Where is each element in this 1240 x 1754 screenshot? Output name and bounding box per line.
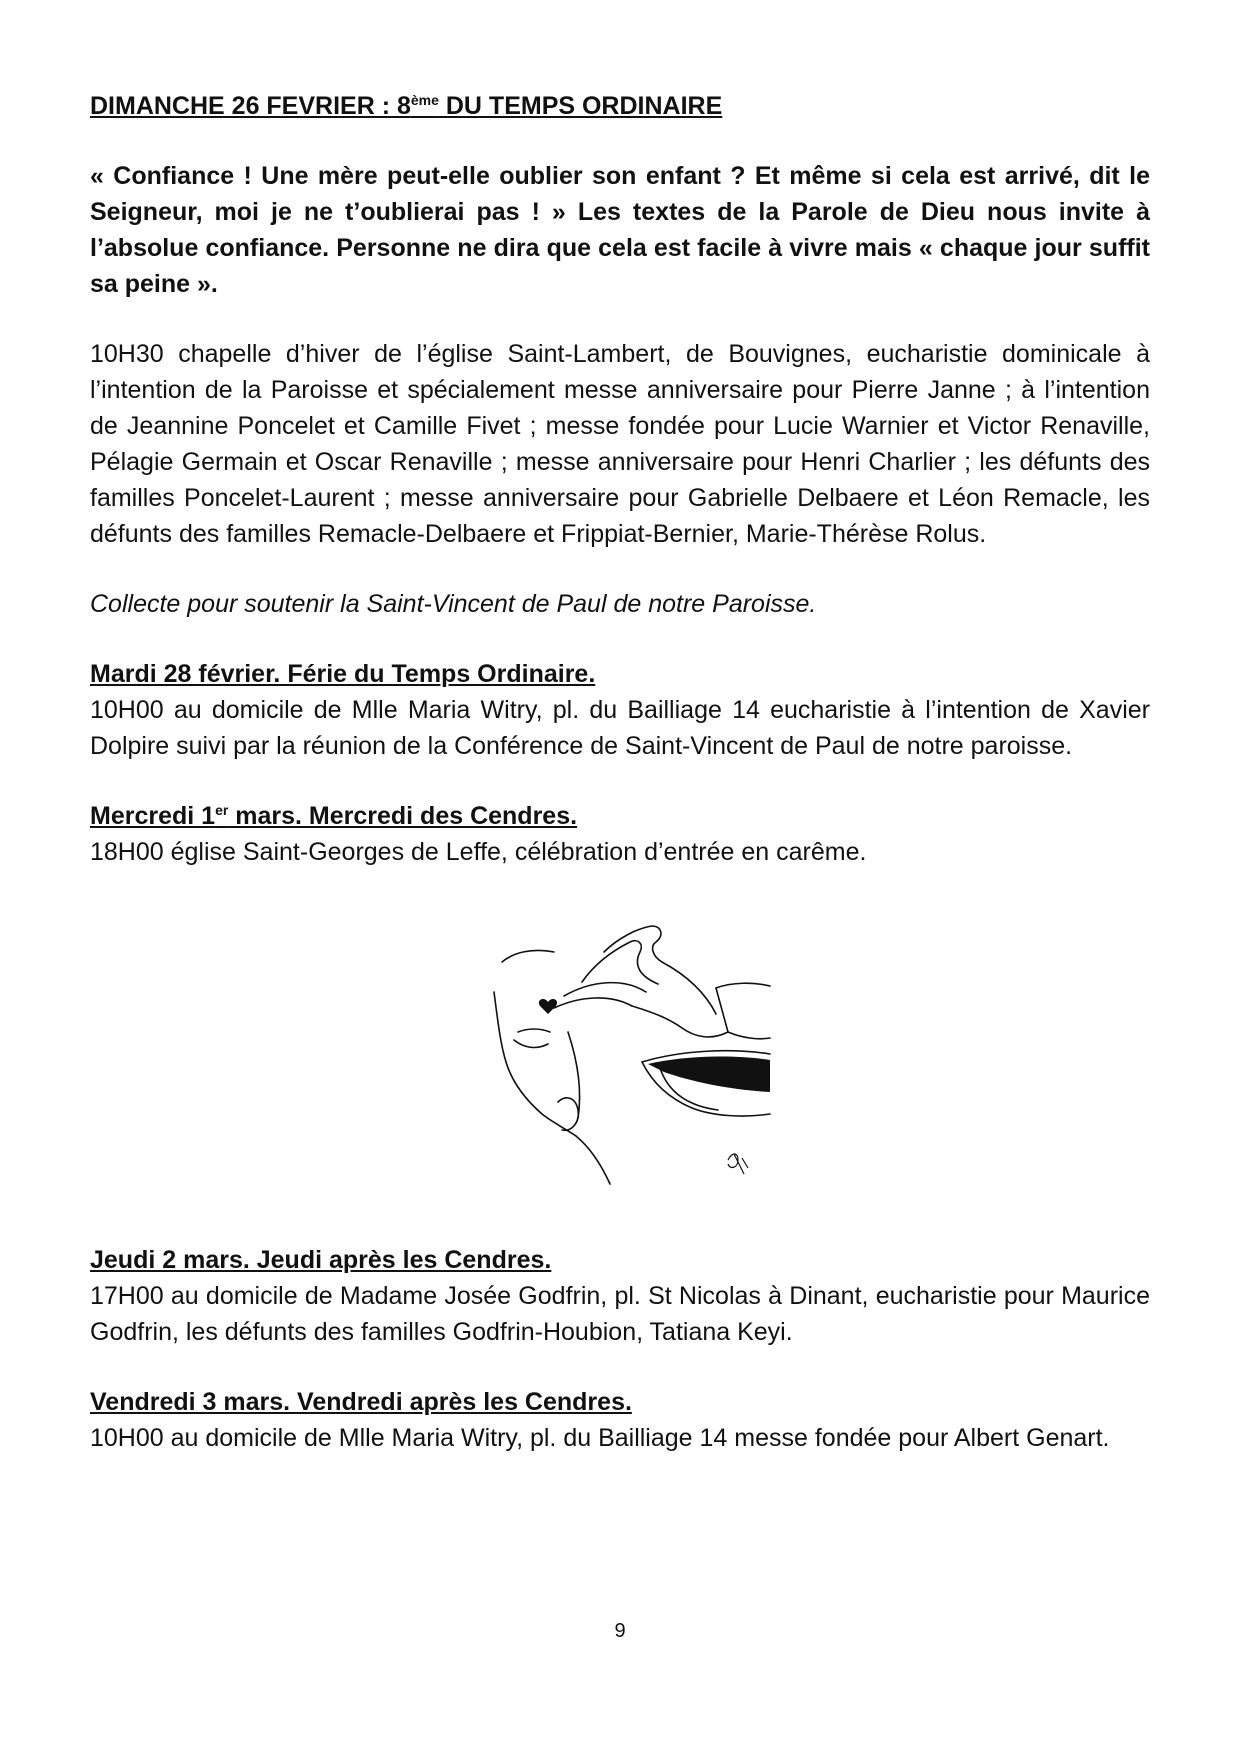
cheek-line [576,1136,610,1184]
head-top-line [502,950,554,962]
wednesday-heading-sup: er [215,802,229,818]
sunday-quote: « Confiance ! Une mère peut-elle oublier son enfant ? Et même si cela est arrivé, dit le Seigneur, moi je ne t’oublierai pas ! » Les textes de la Parole de Dieu nous invite à l’absolue confiance. Personne ne dira que cela est facile à vivre mais « chaque jour suffit sa peine ». [90,162,1150,298]
sunday-heading [90,88,1150,124]
sunday-heading-prefix: DIMANCHE 26 FEVRIER : 8 [90,92,411,120]
hand-back [662,962,716,1014]
tuesday-text: 10H00 au domicile de Mlle Maria Witry, pl. du Bailliage 14 eucharistie à l’intention de Xavier Dolpire suivi par la réunion de la Conférence de Saint-Vincent de Paul de notre paroisse. [90,696,1150,760]
finger-3 [582,941,658,984]
friday-heading: Vendredi 3 mars. Vendredi après les Cendres. [90,1388,632,1416]
finger-4 [604,926,662,962]
thursday-text: 17H00 au domicile de Madame Josée Godfrin, pl. St Nicolas à Dinant, eucharistie pour Maurice Godfrin, les défunts des familles Godfrin-Houbion, Tatiana Keyi. [90,1282,1150,1346]
sunday-collection-note: Collecte pour soutenir la Saint-Vincent de Paul de notre Paroisse. [90,590,817,618]
temple-curve [568,1032,580,1118]
artist-signature [728,1154,748,1174]
wednesday-heading-suffix: mars. Mercredi des Cendres. [228,802,578,830]
sunday-heading-sup: ème [410,92,439,108]
tuesday-heading: Mardi 28 février. Férie du Temps Ordinaire. [90,660,596,688]
sunday-mass-text: 10H30 chapelle d’hiver de l’église Saint-Lambert, de Bouvignes, eucharistie dominicale à l’intention de la Paroisse et spécialement messe anniversaire pour Pierre Janne ; à l’intention de Jeannine Poncelet et Camille Fivet ; messe fondée pour Lucie Warnier et Victor Renaville, Pélagie Germain et Oscar Renaville ; messe anniversaire pour Henri Charlier ; les défunts des familles Poncelet-Laurent ; messe anniversaire pour Gabrielle Delbaere et Léon Remacle, les défunts des familles Remacle-Delbaere et Frippiat-Bernier, Marie-Thérèse Rolus. [90,340,1150,548]
page-number: 9 [614,1620,626,1642]
ash-wednesday-illustration [492,922,772,1192]
eyebrow-line [518,1029,550,1032]
wednesday-heading-prefix: Mercredi 1 [90,802,216,830]
face-profile-line [494,992,576,1136]
friday-text: 10H00 au domicile de Mlle Maria Witry, pl. du Bailliage 14 messe fondée pour Albert Genart. [90,1424,1110,1452]
wednesday-text: 18H00 église Saint-Georges de Leffe, célébration d’entrée en carême. [90,838,867,866]
document-page [90,88,1150,1456]
ashes-in-bowl [648,1057,770,1092]
finger-1 [554,998,632,1008]
sleeve-cuff [716,988,728,1032]
eye-line [514,1040,548,1047]
finger-2 [564,983,646,996]
ear-line [558,1098,578,1130]
sleeve-bottom [728,1032,770,1039]
sleeve-top [716,983,770,988]
wednesday-heading [90,798,1150,834]
ash-mark-icon [539,999,557,1014]
sunday-heading-suffix: DU TEMPS ORDINAIRE [438,92,723,120]
thursday-heading: Jeudi 2 mars. Jeudi après les Cendres. [90,1246,552,1274]
